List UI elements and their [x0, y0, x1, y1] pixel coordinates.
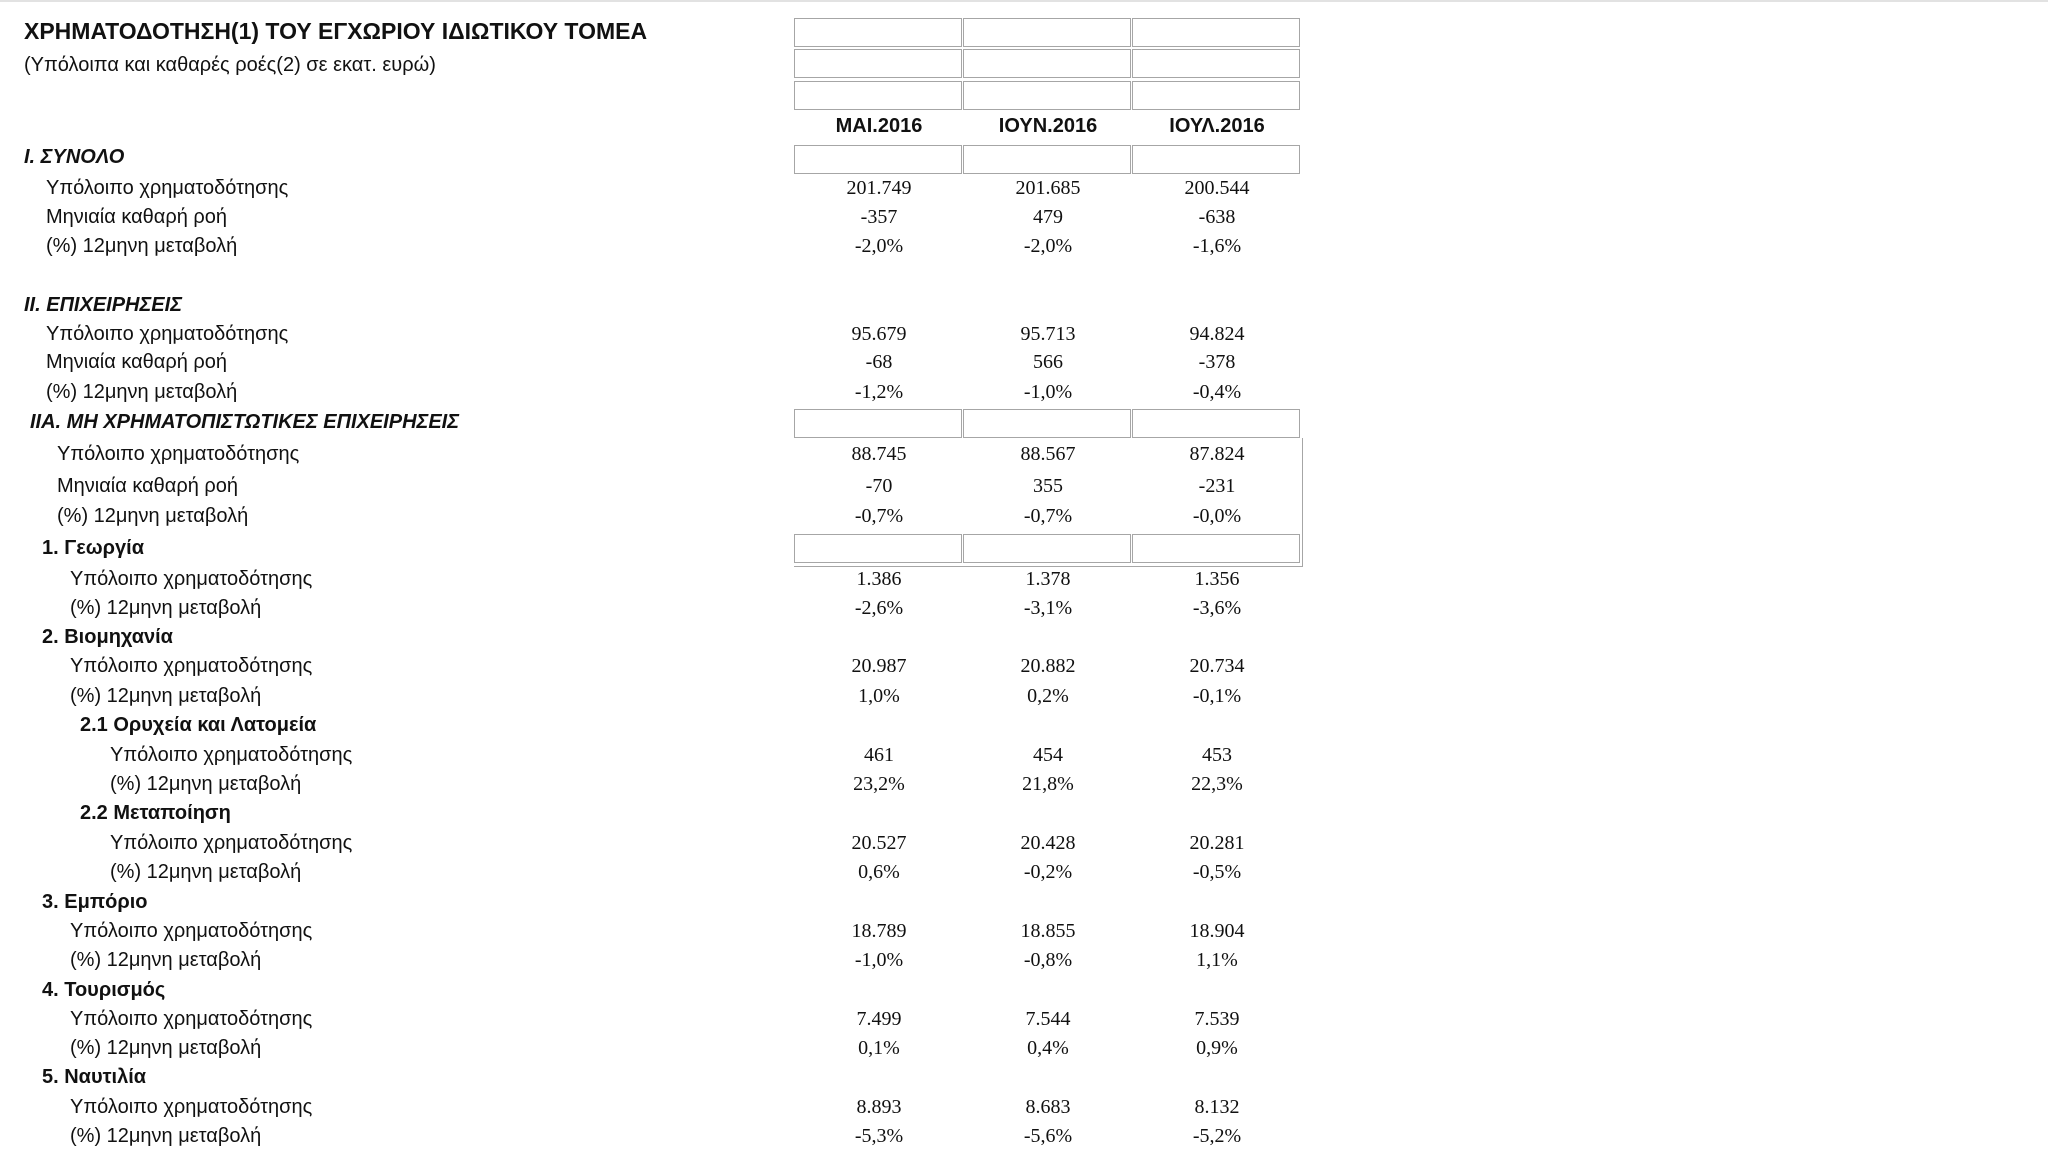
- table-row: [0, 1034, 1320, 1063]
- header-cell: [1132, 81, 1300, 110]
- row-value: 1.386: [856, 568, 902, 590]
- row-value: -5,2%: [1192, 1125, 1242, 1147]
- table-row: [0, 1005, 1320, 1034]
- row-value: 1,1%: [1196, 949, 1238, 971]
- row-label: Μηνιαία καθαρή ροή: [57, 475, 239, 497]
- group-heading-row: [0, 888, 1320, 917]
- row-value: 87.824: [1189, 443, 1245, 465]
- header-cell: [794, 49, 962, 78]
- row-label: II. ΕΠΙΧΕΙΡΗΣΕΙΣ: [24, 294, 183, 316]
- row-value: -3,1%: [1023, 597, 1073, 619]
- section-heading-row: [0, 291, 1320, 320]
- group-heading-row: [0, 623, 1320, 652]
- row-label: Υπόλοιπο χρηματοδότησης: [46, 323, 289, 345]
- row-value: -378: [1198, 351, 1236, 373]
- row-value: 20.734: [1189, 655, 1245, 677]
- table-row: [0, 770, 1320, 799]
- table-row: [0, 1093, 1320, 1122]
- row-value: 18.855: [1020, 920, 1076, 942]
- header-cell: [794, 18, 962, 47]
- row-value: -5,3%: [854, 1125, 904, 1147]
- table-row: [0, 829, 1320, 858]
- table-row: [0, 348, 1320, 377]
- table-row: [0, 174, 1320, 203]
- table-row: [0, 858, 1320, 887]
- row-label: (%) 12μηνη μεταβολή: [46, 381, 238, 403]
- table-row: [0, 440, 1320, 469]
- page-title: ΧΡΗΜΑΤΟΔΟΤΗΣΗ(1) ΤΟΥ ΕΓΧΩΡΙΟΥ ΙΔΙΩΤΙΚΟΥ ΤΟΜΕΑ: [24, 18, 648, 44]
- row-value: 20.882: [1020, 655, 1076, 677]
- row-value: 95.713: [1020, 323, 1076, 345]
- row-value: -0,1%: [1192, 685, 1242, 707]
- row-label: 4. Τουρισμός: [42, 979, 166, 1001]
- row-label: Υπόλοιπο χρηματοδότησης: [46, 177, 289, 199]
- row-label: 1. Γεωργία: [42, 537, 144, 559]
- table-row: [0, 232, 1320, 261]
- row-value: -0,2%: [1023, 861, 1073, 883]
- row-label: Υπόλοιπο χρηματοδότησης: [70, 568, 313, 590]
- header-cell: [1132, 49, 1300, 78]
- row-value: 8.683: [1025, 1096, 1071, 1118]
- table-row: [0, 652, 1320, 681]
- row-label: (%) 12μηνη μεταβολή: [57, 505, 249, 527]
- row-value: 201.749: [846, 177, 912, 199]
- top-divider: [0, 0, 2048, 2]
- group-heading-row: [0, 799, 1320, 828]
- row-value: 355: [1033, 475, 1063, 497]
- table-row: [0, 320, 1320, 349]
- row-value: -1,0%: [1023, 381, 1073, 403]
- row-label: Υπόλοιπο χρηματοδότησης: [57, 443, 300, 465]
- table-row: [0, 502, 1320, 531]
- row-label: 3. Εμπόριο: [42, 891, 148, 913]
- row-value: 566: [1033, 351, 1063, 373]
- row-value: -0,0%: [1192, 505, 1242, 527]
- row-value: 8.132: [1194, 1096, 1240, 1118]
- row-value: 0,6%: [858, 861, 900, 883]
- header-cell: [963, 81, 1131, 110]
- row-value: -1,6%: [1192, 235, 1242, 257]
- column-header-jul-2016: ΙΟΥΛ.2016: [1169, 115, 1265, 137]
- row-value: 1.356: [1194, 568, 1240, 590]
- row-label: (%) 12μηνη μεταβολή: [110, 773, 302, 795]
- row-value: 0,1%: [858, 1037, 900, 1059]
- row-value: -1,0%: [854, 949, 904, 971]
- table-row: [0, 682, 1320, 711]
- row-label: I. ΣΥΝΟΛΟ: [24, 146, 125, 168]
- row-label: Μηνιαία καθαρή ροή: [46, 206, 228, 228]
- row-label: (%) 12μηνη μεταβολή: [70, 685, 262, 707]
- row-value: -3,6%: [1192, 597, 1242, 619]
- row-value: 7.499: [856, 1008, 902, 1030]
- row-value: 95.679: [851, 323, 907, 345]
- column-header-may-2016: ΜΑΙ.2016: [835, 115, 923, 137]
- row-value: -231: [1198, 475, 1236, 497]
- row-label: 2.1 Ορυχεία και Λατομεία: [80, 714, 317, 736]
- row-value: 20.428: [1020, 832, 1076, 854]
- row-value: -2,0%: [854, 235, 904, 257]
- table-row: [0, 741, 1320, 770]
- row-label: 5. Ναυτιλία: [42, 1066, 147, 1088]
- group-heading-row: [0, 976, 1320, 1005]
- header-cell: [794, 81, 962, 110]
- table-row: [0, 203, 1320, 232]
- row-label: (%) 12μηνη μεταβολή: [70, 1125, 262, 1147]
- header-cell: [963, 49, 1131, 78]
- row-value: 0,2%: [1027, 685, 1069, 707]
- row-value: 8.893: [856, 1096, 902, 1118]
- row-value: 461: [864, 744, 894, 766]
- section-heading-row: [0, 143, 1320, 172]
- table-row: [0, 472, 1320, 501]
- row-value: -1,2%: [854, 381, 904, 403]
- row-value: 18.789: [851, 920, 907, 942]
- table-row: [0, 594, 1320, 623]
- row-value: -5,6%: [1023, 1125, 1073, 1147]
- header-cell: [963, 18, 1131, 47]
- table-row: [0, 917, 1320, 946]
- row-label: Υπόλοιπο χρηματοδότησης: [110, 832, 353, 854]
- group-heading-row: [0, 1063, 1320, 1092]
- row-value: 7.539: [1194, 1008, 1240, 1030]
- row-value: 22,3%: [1191, 773, 1243, 795]
- group-heading-row: [0, 711, 1320, 740]
- table-row: [0, 946, 1320, 975]
- row-value: 0,4%: [1027, 1037, 1069, 1059]
- row-value: -0,8%: [1023, 949, 1073, 971]
- row-value: 20.281: [1189, 832, 1245, 854]
- column-header-jun-2016: ΙΟΥΝ.2016: [998, 115, 1098, 137]
- row-label: Υπόλοιπο χρηματοδότησης: [70, 1096, 313, 1118]
- row-value: -0,7%: [854, 505, 904, 527]
- row-value: 7.544: [1025, 1008, 1071, 1030]
- row-value: -2,0%: [1023, 235, 1073, 257]
- section-heading-row: [0, 408, 1320, 437]
- row-value: -68: [865, 351, 893, 373]
- row-label: Υπόλοιπο χρηματοδότησης: [70, 920, 313, 942]
- row-label: 2. Βιομηχανία: [42, 626, 173, 648]
- row-label: Υπόλοιπο χρηματοδότησης: [70, 1008, 313, 1030]
- row-value: 20.527: [851, 832, 907, 854]
- row-value: -70: [865, 475, 893, 497]
- row-value: 23,2%: [853, 773, 905, 795]
- page-subtitle: (Υπόλοιπα και καθαρές ροές(2) σε εκατ. ευρώ): [24, 54, 436, 76]
- row-value: 21,8%: [1022, 773, 1074, 795]
- row-value: 454: [1033, 744, 1063, 766]
- row-value: -357: [860, 206, 898, 228]
- row-value: -0,5%: [1192, 861, 1242, 883]
- row-value: -2,6%: [854, 597, 904, 619]
- row-label: (%) 12μηνη μεταβολή: [70, 597, 262, 619]
- row-value: 88.745: [851, 443, 907, 465]
- row-label: Υπόλοιπο χρηματοδότησης: [70, 655, 313, 677]
- row-label: Υπόλοιπο χρηματοδότησης: [110, 744, 353, 766]
- row-label: (%) 12μηνη μεταβολή: [70, 949, 262, 971]
- row-label: (%) 12μηνη μεταβολή: [46, 235, 238, 257]
- table-row: [0, 1122, 1320, 1151]
- row-label: IIA. ΜΗ ΧΡΗΜΑΤΟΠΙΣΤΩΤΙΚΕΣ ΕΠΙΧΕΙΡΗΣΕΙΣ: [30, 411, 460, 433]
- row-value: -638: [1198, 206, 1236, 228]
- row-value: 20.987: [851, 655, 907, 677]
- row-label: Μηνιαία καθαρή ροή: [46, 351, 228, 373]
- row-value: 453: [1202, 744, 1232, 766]
- row-value: 201.685: [1015, 177, 1081, 199]
- header-cell: [1132, 18, 1300, 47]
- row-value: 18.904: [1189, 920, 1245, 942]
- row-value: 1.378: [1025, 568, 1071, 590]
- row-label: (%) 12μηνη μεταβολή: [70, 1037, 262, 1059]
- row-value: -0,7%: [1023, 505, 1073, 527]
- row-value: 88.567: [1020, 443, 1076, 465]
- row-value: 0,9%: [1196, 1037, 1238, 1059]
- row-value: 479: [1033, 206, 1063, 228]
- table-row: [0, 565, 1320, 594]
- table-row: [0, 378, 1320, 407]
- row-value: 1,0%: [858, 685, 900, 707]
- group-heading-row: [0, 534, 1320, 563]
- row-value: -0,4%: [1192, 381, 1242, 403]
- row-value: 94.824: [1189, 323, 1245, 345]
- row-label: (%) 12μηνη μεταβολή: [110, 861, 302, 883]
- row-label: 2.2 Μεταποίηση: [80, 802, 231, 824]
- row-value: 200.544: [1184, 177, 1250, 199]
